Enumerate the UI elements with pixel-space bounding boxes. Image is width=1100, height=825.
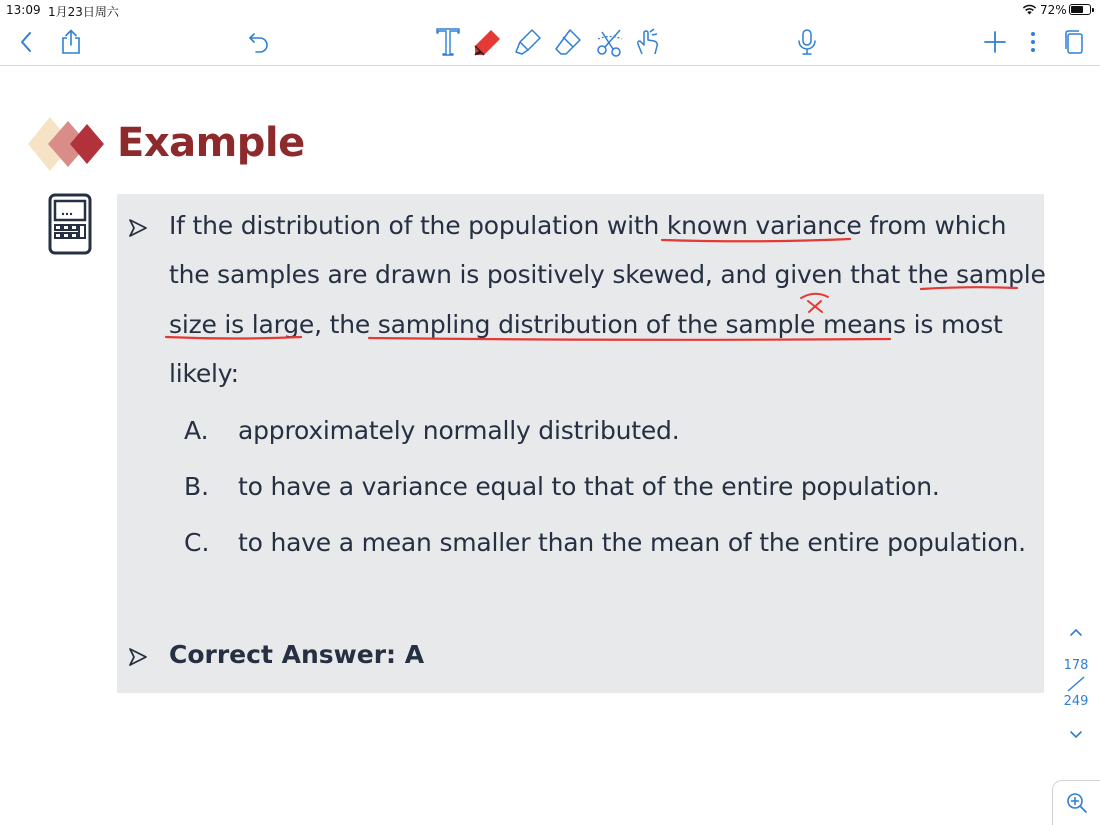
option-text: to have a mean smaller than the mean of the entire population. xyxy=(238,528,1026,557)
pages-icon xyxy=(1064,29,1084,55)
question-line: size is large, the sampling distribution of the sample means is most xyxy=(169,310,1003,339)
highlighter-button[interactable] xyxy=(512,26,544,58)
lasso-button[interactable] xyxy=(594,26,626,58)
microphone-icon xyxy=(797,28,817,56)
eraser-icon xyxy=(552,26,584,58)
status-date: 1月23日周六 xyxy=(48,5,119,19)
current-page[interactable]: 178 xyxy=(1063,658,1089,673)
page-divider-icon xyxy=(1066,675,1086,693)
option-letter: C. xyxy=(184,528,210,557)
text-tool-button[interactable] xyxy=(432,26,464,58)
title-diamonds-icon xyxy=(28,114,108,174)
zoom-in-icon xyxy=(1065,791,1089,815)
question-line: likely: xyxy=(169,359,239,388)
lasso-scissors-icon xyxy=(594,26,626,58)
eraser-button[interactable] xyxy=(552,26,584,58)
question-line: If the distribution of the population with known variance from which xyxy=(169,211,1007,240)
hand-tool-button[interactable] xyxy=(632,26,664,58)
option-letter: A. xyxy=(184,416,209,445)
toolbar xyxy=(0,20,1100,66)
back-button[interactable] xyxy=(10,26,42,58)
correct-answer: Correct Answer: A xyxy=(169,640,425,669)
add-icon xyxy=(983,30,1007,54)
option-text: to have a variance equal to that of the entire population. xyxy=(238,472,940,501)
battery-percent: 72% xyxy=(1040,3,1067,17)
more-icon xyxy=(1030,31,1036,53)
option-text: approximately normally distributed. xyxy=(238,416,680,445)
status-time: 13:09 xyxy=(6,3,41,17)
back-icon xyxy=(19,31,33,53)
slide-title: Example xyxy=(117,120,305,166)
pen-tool-icon xyxy=(472,26,504,58)
pen-tool-button[interactable] xyxy=(472,26,504,58)
microphone-button[interactable] xyxy=(791,26,823,58)
more-button[interactable] xyxy=(1017,26,1049,58)
option-letter: B. xyxy=(184,472,210,501)
page-navigator xyxy=(1058,620,1094,745)
undo-button[interactable] xyxy=(243,26,275,58)
page-down-icon[interactable] xyxy=(1069,730,1083,740)
highlighter-icon xyxy=(512,26,544,58)
hand-gesture-icon xyxy=(632,26,664,58)
zoom-button[interactable] xyxy=(1052,780,1100,825)
status-bar xyxy=(0,0,1100,20)
wifi-icon xyxy=(1022,4,1037,15)
share-icon xyxy=(59,29,83,55)
battery-icon xyxy=(1069,4,1091,15)
calculator-icon xyxy=(48,193,92,255)
add-button[interactable] xyxy=(979,26,1011,58)
share-button[interactable] xyxy=(55,26,87,58)
total-pages: 249 xyxy=(1063,694,1089,709)
text-tool-icon xyxy=(435,27,461,57)
page-up-icon[interactable] xyxy=(1069,627,1083,637)
question-line: the samples are drawn is positively skewed, and given that the sample xyxy=(169,260,1046,289)
pages-button[interactable] xyxy=(1058,26,1090,58)
undo-icon xyxy=(247,31,271,53)
